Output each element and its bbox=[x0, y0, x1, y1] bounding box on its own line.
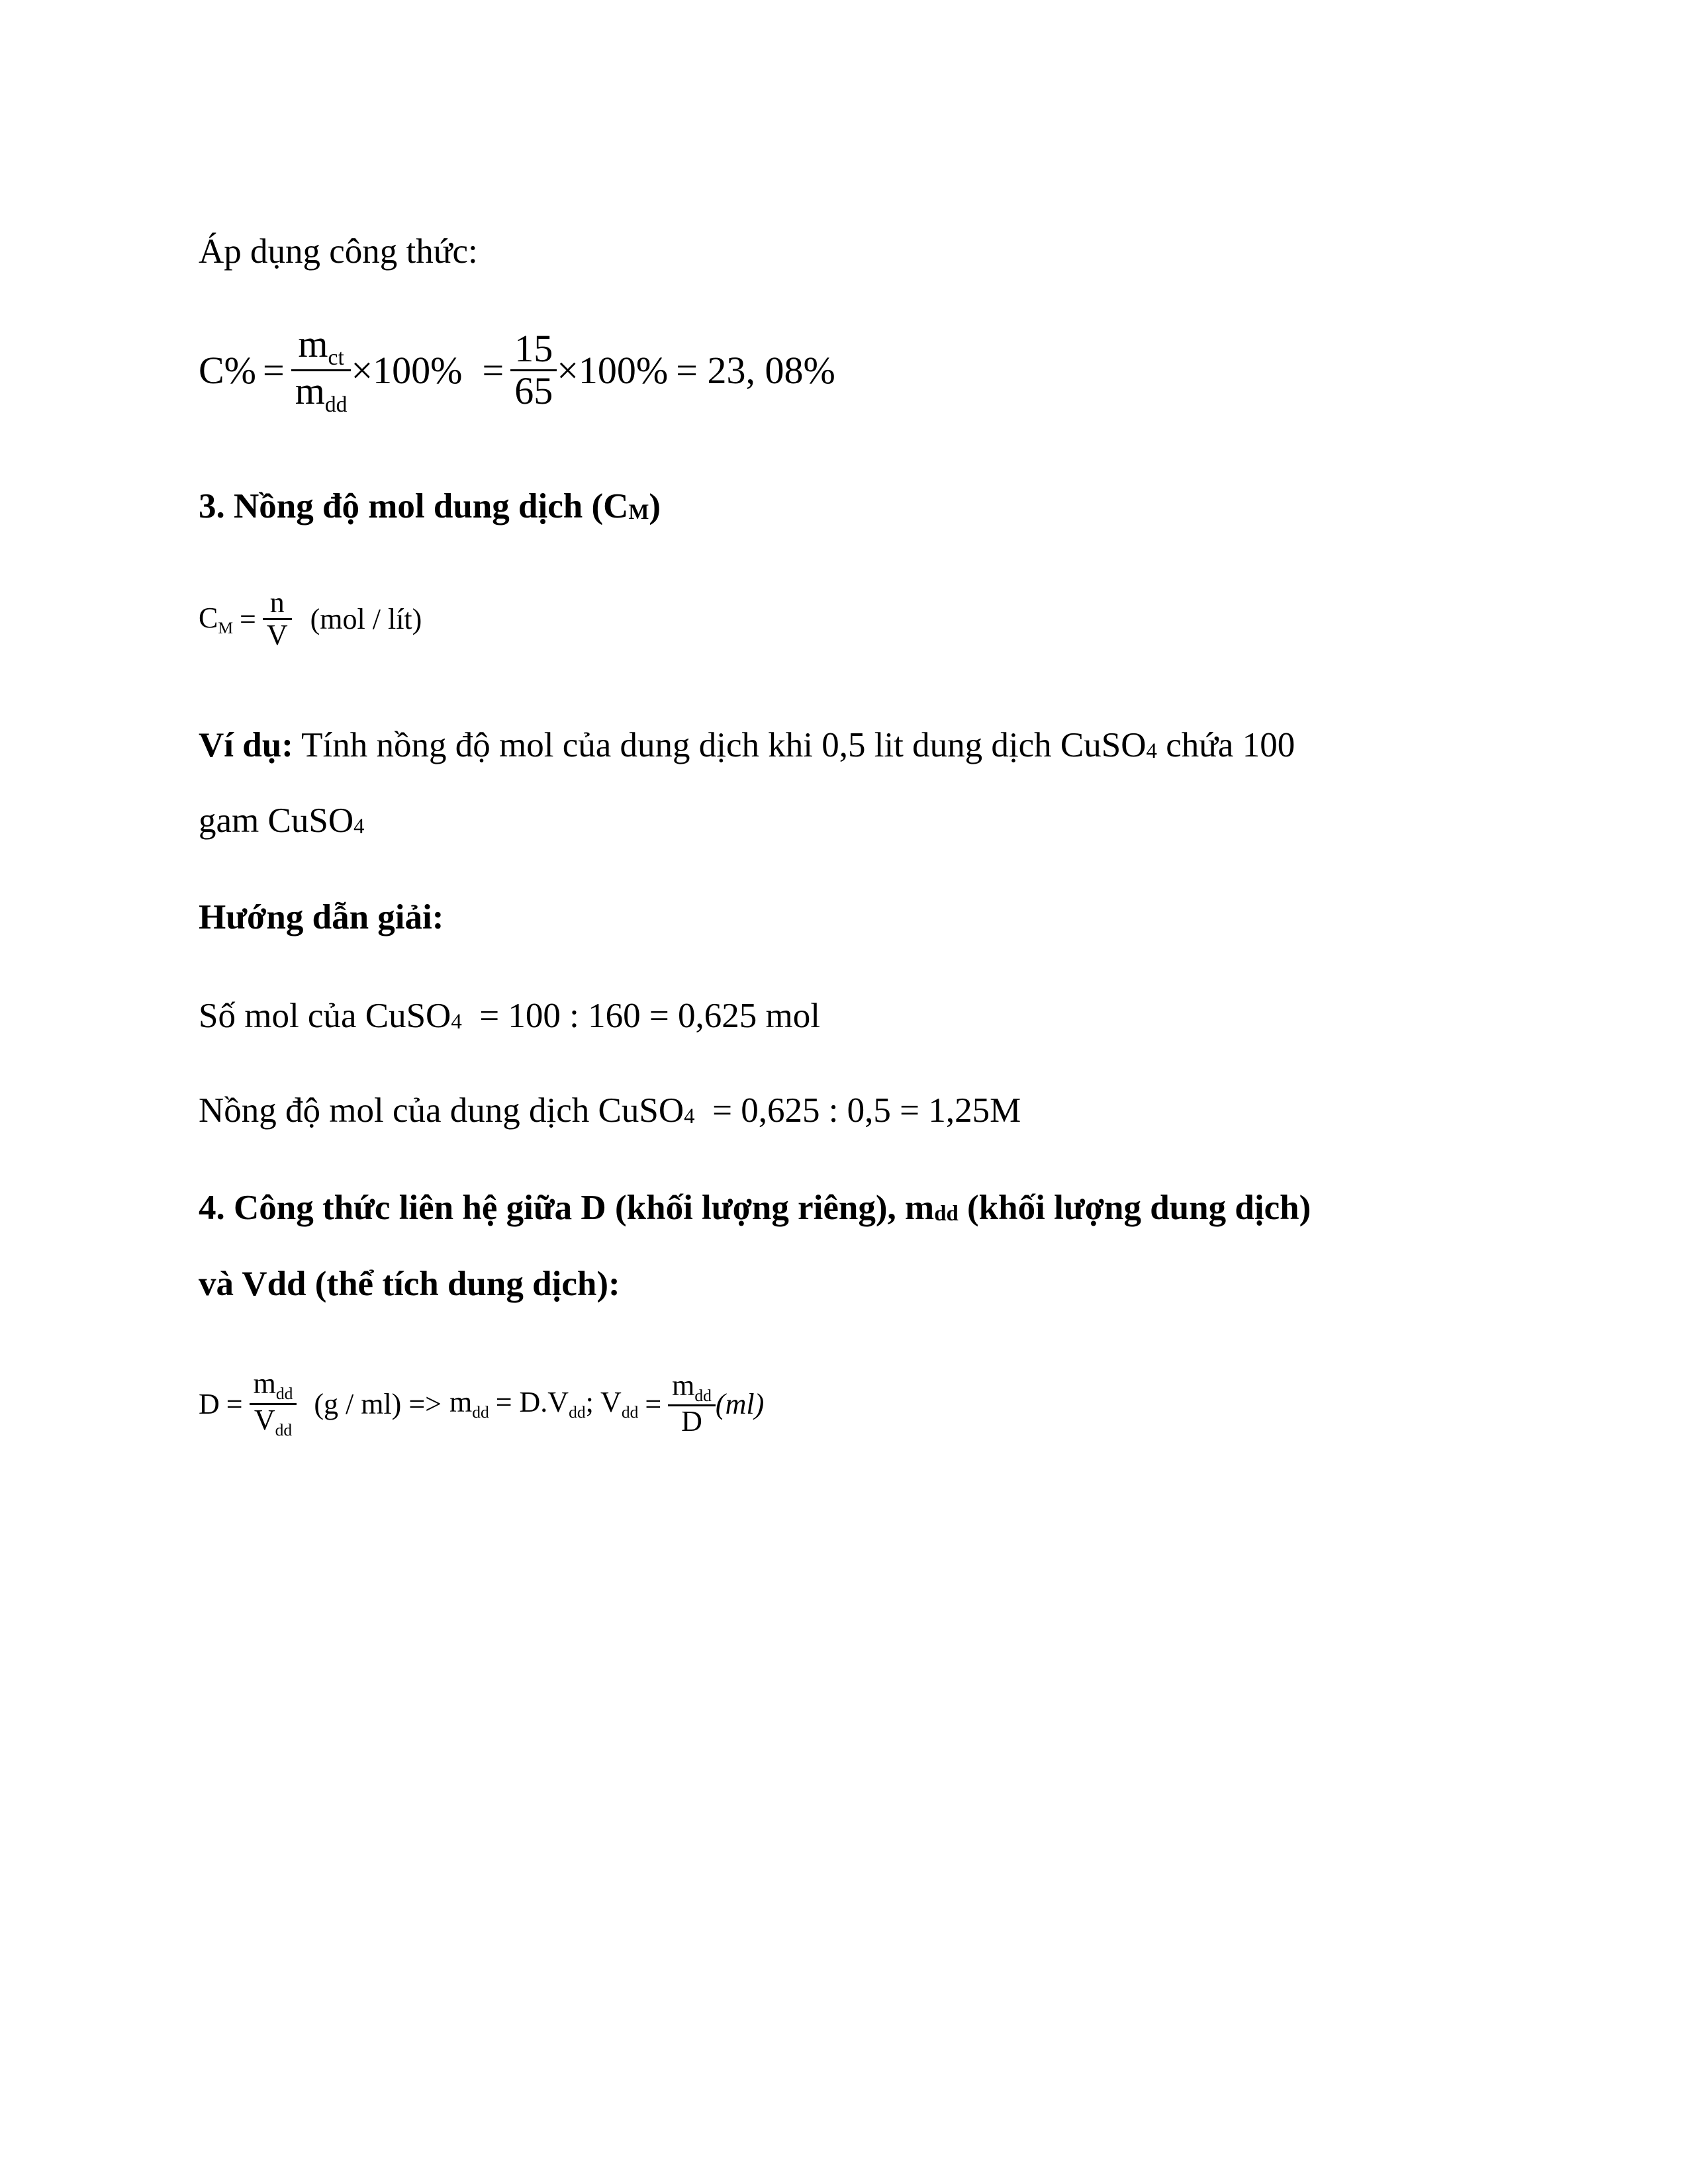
eq1-denominator-2: 65 bbox=[514, 369, 553, 413]
eq2-unit: (mol / lít) bbox=[310, 603, 422, 636]
eq1-lhs: C% bbox=[199, 349, 256, 392]
heading-density-relation: 4. Công thức liên hệ giữa D (khối lượng riêng), mdd (khối lượng dung dịch) bbox=[199, 1189, 1311, 1227]
eq1-times-2: ×100% bbox=[557, 349, 669, 392]
molar-concentration-equation: $C_M$ = $\frac{n}{V}$ (mol / lít) bbox=[199, 586, 422, 652]
eq1-fraction-2 bbox=[510, 329, 557, 412]
percent-concentration-equation bbox=[199, 324, 835, 416]
eq1-numerator-2: 15 bbox=[514, 327, 553, 371]
eq1-equals-2: = bbox=[482, 349, 504, 392]
example-line-2: gam CuSO4 bbox=[199, 801, 365, 840]
heading-molar-concentration: 3. Nồng độ mol dung dịch (CM) bbox=[199, 487, 661, 525]
heading-density-relation-line-2: và Vdd (thể tích dung dịch): bbox=[199, 1265, 620, 1303]
moles-line: Số mol của CuSO4 = 100 : 160 = 0,625 mol bbox=[199, 997, 820, 1035]
intro-line bbox=[199, 232, 478, 271]
solution-guide-heading: Hướng dẫn giải: bbox=[199, 898, 444, 936]
eq1-times: ×100% bbox=[351, 349, 463, 392]
eq1-equals: = bbox=[263, 349, 285, 392]
density-equation: D = $\frac{m_{dd}}{V_{dd}}$ (g / ml) => $m_{dd}$ = $D.V_{dd}$ ; $V_{dd}$ = $\frac{m_{dd}}{D}$ (ml) bbox=[199, 1367, 765, 1439]
eq1-denominator: $m_{dd}$ bbox=[295, 369, 348, 417]
eq1-numerator: $m_{ct}$ bbox=[298, 322, 344, 370]
concentration-line: Nồng độ mol của dung dịch CuSO4 = 0,625 : 0,5 = 1,25M bbox=[199, 1091, 1021, 1130]
eq1-fraction bbox=[291, 324, 352, 416]
intro-text: Áp dụng công thức: bbox=[199, 232, 478, 271]
eq1-result: = 23, 08% bbox=[676, 349, 835, 392]
example-label: Ví dụ: bbox=[199, 726, 293, 764]
example-line-1: Ví dụ: Tính nồng độ mol của dung dịch khi 0,5 lit dung dịch CuSO4 chứa 100 bbox=[199, 726, 1295, 764]
